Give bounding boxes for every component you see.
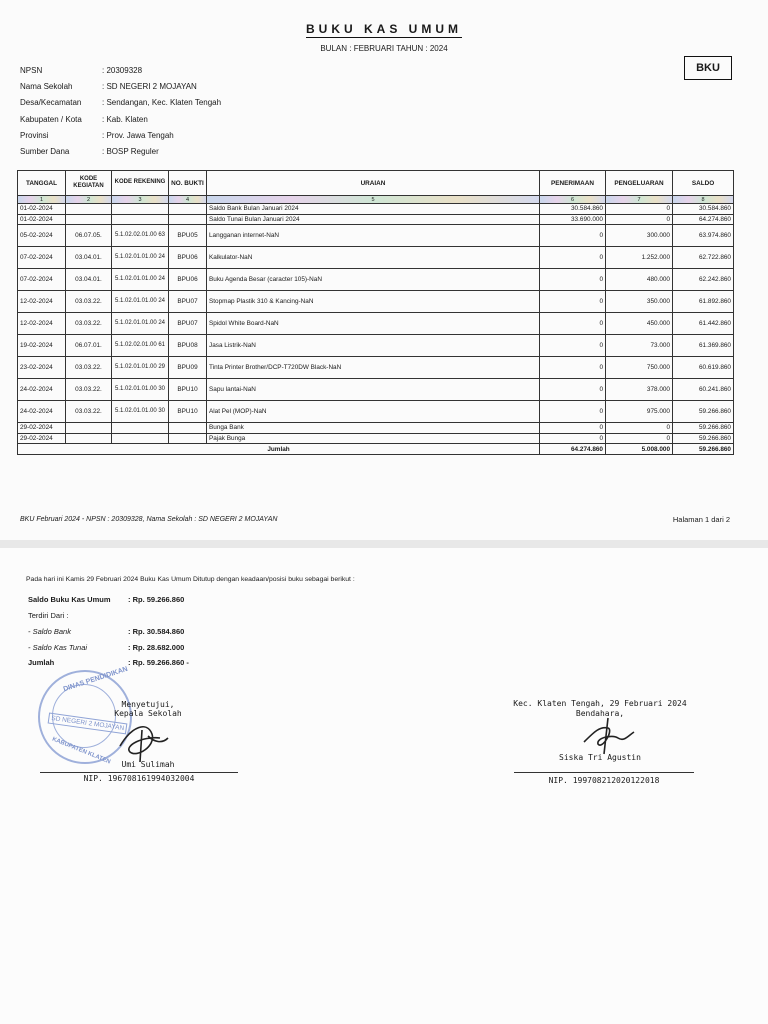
page-separator	[0, 540, 768, 548]
jumlah-value: : Rp. 59.266.860 -	[128, 658, 189, 667]
cell-pengeluaran: 0	[606, 214, 673, 225]
treasurer-nip: NIP. 199708212020122018	[548, 776, 660, 785]
cell-rekening	[112, 433, 169, 444]
cell-penerimaan: 0	[540, 269, 606, 291]
cell-pengeluaran: 480.000	[606, 269, 673, 291]
total-pengeluaran: 5.008.000	[606, 444, 673, 455]
header-cell: URAIAN	[207, 171, 540, 196]
column-number: 8	[673, 196, 734, 204]
cell-bukti: BPU10	[169, 379, 207, 401]
cell-rekening: 5.1.02.01.01.00 29	[112, 357, 169, 379]
cell-kegiatan: 03.04.01.	[66, 269, 112, 291]
cell-saldo: 59.266.860	[673, 433, 734, 444]
cell-rekening: 5.1.02.01.01.00 30	[112, 379, 169, 401]
cell-uraian: Spidol White Board-NaN	[207, 313, 540, 335]
header-cell: SALDO	[673, 171, 734, 196]
cell-tanggal: 19-02-2024	[18, 335, 66, 357]
cell-rekening: 5.1.02.01.01.00 24	[112, 291, 169, 313]
cell-bukti	[169, 433, 207, 444]
treasurer-signature-line	[514, 772, 694, 773]
cell-saldo: 64.274.860	[673, 214, 734, 225]
cell-uraian: Langganan internet-NaN	[207, 225, 540, 247]
cell-uraian: Kalkulator-NaN	[207, 247, 540, 269]
cell-kegiatan: 03.03.22.	[66, 401, 112, 423]
table-row	[18, 269, 734, 291]
principal-signature-line	[40, 772, 238, 773]
column-number-row	[18, 196, 734, 204]
cell-saldo: 61.442.860	[673, 313, 734, 335]
cell-penerimaan: 0	[540, 291, 606, 313]
approval-label: Menyetujui,	[121, 700, 175, 709]
cell-pengeluaran: 378.000	[606, 379, 673, 401]
bku-badge: BKU	[684, 56, 732, 80]
tunai-value: : Rp. 28.682.000	[128, 643, 185, 652]
cell-rekening: 5.1.02.02.01.00 63	[112, 225, 169, 247]
cell-saldo: 62.242.860	[673, 269, 734, 291]
cell-saldo: 30.584.860	[673, 204, 734, 215]
total-row	[18, 444, 734, 455]
header-cell: TANGGAL	[18, 171, 66, 196]
page-two	[0, 548, 768, 1024]
column-number: 5	[207, 196, 540, 204]
treasurer-signature-icon	[578, 714, 638, 756]
column-number: 3	[112, 196, 169, 204]
place-date: Kec. Klaten Tengah, 29 Februari 2024	[513, 699, 687, 708]
document-title: BUKU KAS UMUM	[306, 22, 462, 36]
cell-saldo: 59.266.860	[673, 423, 734, 434]
cell-uraian: Bunga Bank	[207, 423, 540, 434]
principal-signature-icon	[112, 716, 172, 766]
stamp-bottom-text: KABUPATEN KLATEN	[51, 736, 112, 766]
cell-uraian: Jasa Listrik-NaN	[207, 335, 540, 357]
cell-rekening	[112, 204, 169, 215]
cell-tanggal: 05-02-2024	[18, 225, 66, 247]
table-row	[18, 423, 734, 434]
principal-title: Kepala Sekolah	[114, 709, 182, 718]
cell-pengeluaran: 1.252.000	[606, 247, 673, 269]
cell-tanggal: 12-02-2024	[18, 313, 66, 335]
cell-uraian: Sapu lantai-NaN	[207, 379, 540, 401]
cell-kegiatan: 03.03.22.	[66, 313, 112, 335]
cell-bukti	[169, 423, 207, 434]
total-saldo: 59.266.860	[673, 444, 734, 455]
page-number: Halaman 1 dari 2	[672, 515, 730, 524]
header-cell: KODE REKENING	[112, 171, 169, 196]
cell-rekening	[112, 214, 169, 225]
page-footer-info: BKU Februari 2024 - NPSN : 20309328, Nama Sekolah : SD NEGERI 2 MOJAYAN	[20, 516, 278, 523]
cell-bukti: BPU10	[169, 401, 207, 423]
cell-penerimaan: 33.690.000	[540, 214, 606, 225]
cell-kegiatan	[66, 214, 112, 225]
cell-uraian: Saldo Tunai Bulan Januari 2024	[207, 214, 540, 225]
cell-kegiatan: 03.04.01.	[66, 247, 112, 269]
saldo-label: Saldo Buku Kas Umum	[28, 595, 111, 604]
cell-bukti: BPU09	[169, 357, 207, 379]
stamp-top-text: DINAS PENDIDIKAN	[62, 665, 129, 694]
stamp-middle-text: SD NEGERI 2 MOJAYAN	[48, 713, 128, 735]
cell-penerimaan: 0	[540, 423, 606, 434]
cell-tanggal: 07-02-2024	[18, 269, 66, 291]
terdiri-label: Terdiri Dari :	[28, 611, 69, 620]
saldo-value: : Rp. 59.266.860	[128, 595, 185, 604]
column-number: 4	[169, 196, 207, 204]
cell-uraian: Saldo Bank Bulan Januari 2024	[207, 204, 540, 215]
table-row	[18, 379, 734, 401]
cell-bukti: BPU06	[169, 269, 207, 291]
cell-bukti	[169, 204, 207, 215]
cell-pengeluaran: 0	[606, 204, 673, 215]
principal-nip: NIP. 196708161994032004	[83, 774, 195, 783]
table-row	[18, 357, 734, 379]
cell-uraian: Buku Agenda Besar (caracter 105)-NaN	[207, 269, 540, 291]
table-row	[18, 313, 734, 335]
cell-tanggal: 24-02-2024	[18, 401, 66, 423]
closing-intro: Pada hari ini Kamis 29 Februari 2024 Buku Kas Umum Ditutup dengan keadaan/posisi buku sebagai berikut :	[26, 576, 355, 583]
header-cell: NO. BUKTI	[169, 171, 207, 196]
cell-kegiatan: 06.07.01.	[66, 335, 112, 357]
cell-penerimaan: 0	[540, 433, 606, 444]
cell-penerimaan: 0	[540, 401, 606, 423]
cell-pengeluaran: 450.000	[606, 313, 673, 335]
cell-kegiatan: 03.03.22.	[66, 379, 112, 401]
column-number: 6	[540, 196, 606, 204]
cell-penerimaan: 0	[540, 313, 606, 335]
cell-kegiatan: 03.03.22.	[66, 357, 112, 379]
table-body	[18, 204, 734, 455]
cell-tanggal: 07-02-2024	[18, 247, 66, 269]
cell-rekening	[112, 423, 169, 434]
column-number: 7	[606, 196, 673, 204]
table-row	[18, 291, 734, 313]
cell-tanggal: 12-02-2024	[18, 291, 66, 313]
header-cell: PENGELUARAN	[606, 171, 673, 196]
cell-tanggal: 29-02-2024	[18, 433, 66, 444]
cell-rekening: 5.1.02.01.01.00 24	[112, 313, 169, 335]
cell-tanggal: 29-02-2024	[18, 423, 66, 434]
cell-kegiatan	[66, 204, 112, 215]
cell-bukti: BPU05	[169, 225, 207, 247]
cell-saldo: 63.974.860	[673, 225, 734, 247]
cell-kegiatan	[66, 423, 112, 434]
treasurer-title: Bendahara,	[575, 709, 625, 718]
cell-kegiatan: 06.07.05.	[66, 225, 112, 247]
cell-tanggal: 01-02-2024	[18, 204, 66, 215]
table-row	[18, 214, 734, 225]
cell-bukti: BPU06	[169, 247, 207, 269]
cell-bukti: BPU07	[169, 313, 207, 335]
cell-bukti: BPU07	[169, 291, 207, 313]
table-row	[18, 225, 734, 247]
cell-penerimaan: 0	[540, 225, 606, 247]
cell-pengeluaran: 300.000	[606, 225, 673, 247]
total-label: Jumlah	[18, 444, 540, 455]
cell-tanggal: 01-02-2024	[18, 214, 66, 225]
document-subtitle: BULAN : FEBRUARI TAHUN : 2024	[320, 44, 448, 53]
cell-pengeluaran: 0	[606, 423, 673, 434]
table-row	[18, 401, 734, 423]
table-row	[18, 433, 734, 444]
cell-pengeluaran: 0	[606, 433, 673, 444]
principal-name: Umi Sulimah	[121, 760, 175, 769]
cell-saldo: 62.722.860	[673, 247, 734, 269]
table-row	[18, 247, 734, 269]
cell-saldo: 60.241.860	[673, 379, 734, 401]
cell-penerimaan: 0	[540, 357, 606, 379]
cell-saldo: 61.369.860	[673, 335, 734, 357]
header-cell: KODE KEGIATAN	[66, 171, 112, 196]
cell-saldo: 60.619.860	[673, 357, 734, 379]
jumlah-label: Jumlah	[28, 658, 55, 667]
cell-penerimaan: 0	[540, 335, 606, 357]
cell-rekening: 5.1.02.01.01.00 24	[112, 269, 169, 291]
cell-rekening: 5.1.02.01.01.00 24	[112, 247, 169, 269]
cell-pengeluaran: 750.000	[606, 357, 673, 379]
cell-tanggal: 24-02-2024	[18, 379, 66, 401]
column-number: 1	[18, 196, 66, 204]
table-header-row	[18, 171, 734, 196]
cell-uraian: Stopmap Plastik 310 & Kancing-NaN	[207, 291, 540, 313]
cell-bukti	[169, 214, 207, 225]
cell-kegiatan	[66, 433, 112, 444]
total-penerimaan: 64.274.860	[540, 444, 606, 455]
cell-saldo: 59.266.860	[673, 401, 734, 423]
cell-uraian: Alat Pel (MOP)-NaN	[207, 401, 540, 423]
table-row	[18, 204, 734, 215]
cell-uraian: Tinta Printer Brother/DCP-T720DW Black-NaN	[207, 357, 540, 379]
cell-pengeluaran: 350.000	[606, 291, 673, 313]
cash-book-table	[17, 170, 734, 455]
bank-value: : Rp. 30.584.860	[128, 627, 185, 636]
cell-rekening: 5.1.02.01.01.00 30	[112, 401, 169, 423]
cell-tanggal: 23-02-2024	[18, 357, 66, 379]
table-row	[18, 335, 734, 357]
column-number: 2	[66, 196, 112, 204]
tunai-label: - Saldo Kas Tunai	[28, 643, 88, 652]
cell-rekening: 5.1.02.02.01.00 61	[112, 335, 169, 357]
cell-bukti: BPU08	[169, 335, 207, 357]
cell-penerimaan: 0	[540, 247, 606, 269]
cell-saldo: 61.892.860	[673, 291, 734, 313]
cell-kegiatan: 03.03.22.	[66, 291, 112, 313]
cell-pengeluaran: 975.000	[606, 401, 673, 423]
treasurer-name: Siska Tri Agustin	[559, 753, 641, 762]
cell-uraian: Pajak Bunga	[207, 433, 540, 444]
header-cell: PENERIMAAN	[540, 171, 606, 196]
cell-penerimaan: 0	[540, 379, 606, 401]
bank-label: - Saldo Bank	[28, 627, 71, 636]
cell-pengeluaran: 73.000	[606, 335, 673, 357]
cell-penerimaan: 30.584.860	[540, 204, 606, 215]
